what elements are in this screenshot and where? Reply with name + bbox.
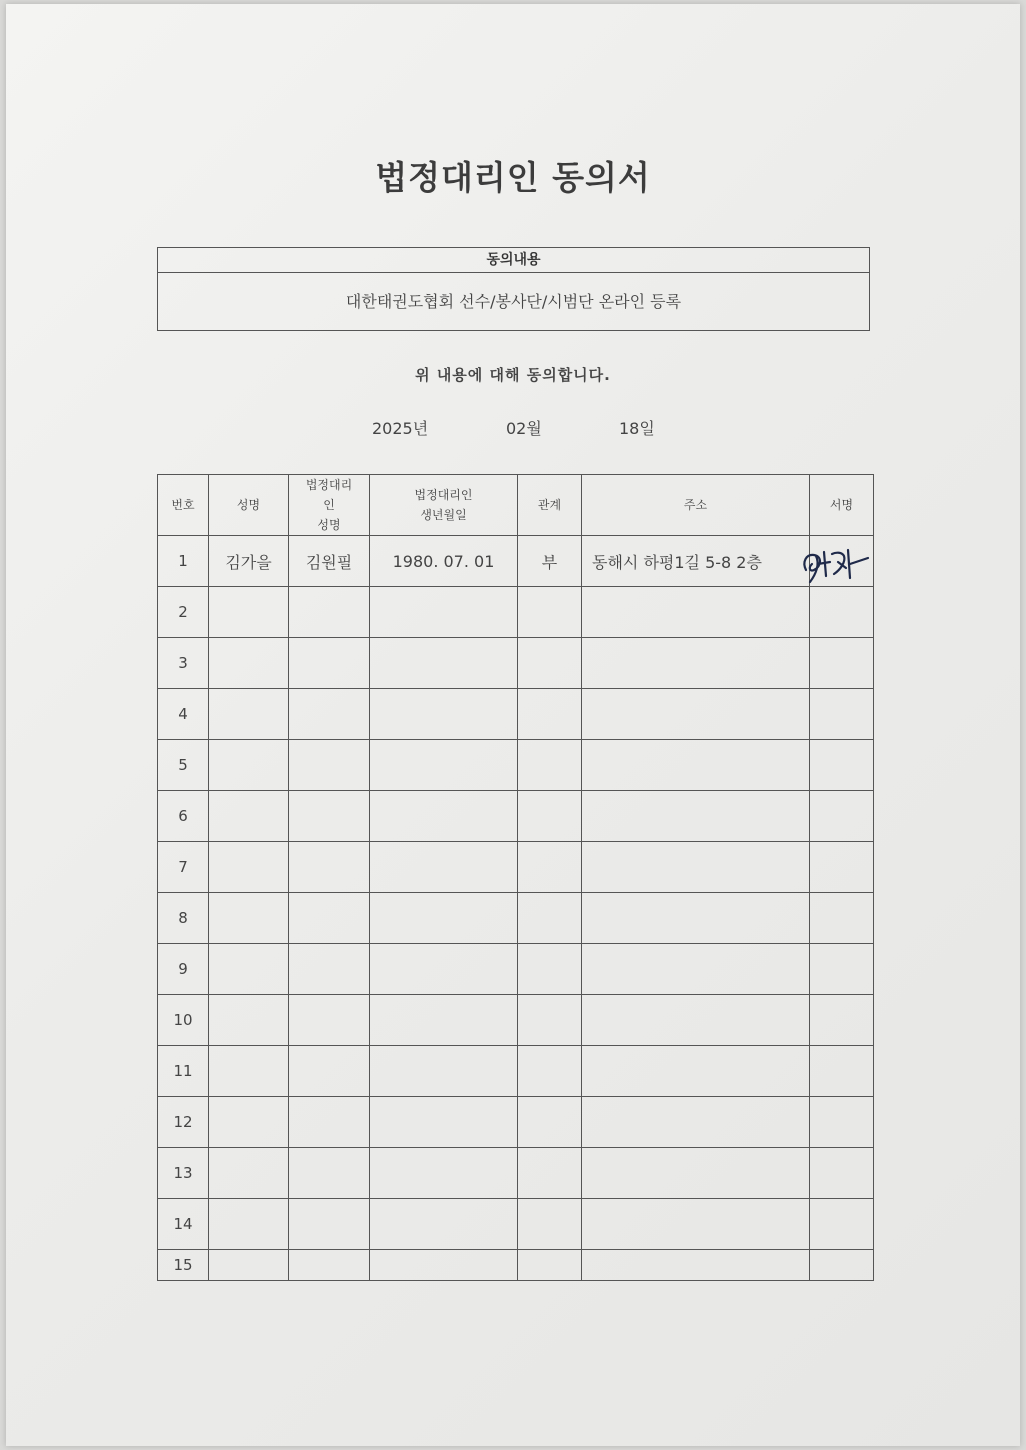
- table-row: [158, 944, 874, 995]
- row-signature: [810, 995, 874, 1046]
- header-guardian-name-line1: 법정대리: [305, 478, 353, 492]
- row-number: 10: [158, 995, 209, 1046]
- row-guardian-birth: [370, 995, 518, 1046]
- row-guardian-birth: [370, 1199, 518, 1250]
- row-relation: [518, 1199, 582, 1250]
- row-guardian-birth: [370, 944, 518, 995]
- header-guardian-name: [289, 475, 370, 536]
- row-number: 13: [158, 1148, 209, 1199]
- row-relation: [518, 995, 582, 1046]
- row-number: 3: [158, 638, 209, 689]
- header-guardian-birth-line2: 생년월일: [420, 508, 467, 522]
- row-address: [582, 587, 810, 638]
- row-relation: [518, 587, 582, 638]
- row-number: 7: [158, 842, 209, 893]
- row-number: 15: [158, 1250, 209, 1281]
- row-signature: [810, 1199, 874, 1250]
- row-address: [582, 638, 810, 689]
- row-guardian-name: [289, 587, 370, 638]
- table-row: [158, 1250, 874, 1281]
- row-name: [209, 995, 289, 1046]
- row-number: 4: [158, 689, 209, 740]
- row-guardian-birth: [370, 1148, 518, 1199]
- row-guardian-birth: [370, 893, 518, 944]
- table-row: [158, 638, 874, 689]
- table-row: [158, 536, 874, 587]
- header-guardian-name-line2: 인: [323, 498, 335, 512]
- row-signature: [810, 1046, 874, 1097]
- header-name: 성명: [209, 475, 289, 536]
- row-name: [209, 1046, 289, 1097]
- row-name: [209, 893, 289, 944]
- row-guardian-name: [289, 995, 370, 1046]
- row-name: [209, 1148, 289, 1199]
- row-signature: [810, 638, 874, 689]
- row-address: [582, 689, 810, 740]
- row-relation: [518, 689, 582, 740]
- row-number: 6: [158, 791, 209, 842]
- row-address: [582, 1199, 810, 1250]
- header-guardian-name-line3: 성명: [317, 518, 341, 532]
- row-signature: [810, 842, 874, 893]
- row-address: [582, 893, 810, 944]
- row-number: 2: [158, 587, 209, 638]
- row-number: 9: [158, 944, 209, 995]
- row-address: [582, 791, 810, 842]
- row-address: [582, 1250, 810, 1281]
- page-title: 법정대리인 동의서: [375, 158, 651, 197]
- row-name: [209, 1097, 289, 1148]
- row-relation: [518, 944, 582, 995]
- row-number: 1: [158, 536, 209, 587]
- header-guardian-birth: [370, 475, 518, 536]
- row-guardian-birth: [370, 740, 518, 791]
- header-number: 번호: [158, 475, 209, 536]
- row-relation: [518, 1148, 582, 1199]
- row-relation: [518, 842, 582, 893]
- table-row: [158, 791, 874, 842]
- consent-box: [157, 247, 870, 331]
- row-signature: [810, 1148, 874, 1199]
- row-signature: [810, 944, 874, 995]
- row-address: [582, 1097, 810, 1148]
- row-guardian-name: [289, 1097, 370, 1148]
- header-address: 주소: [582, 475, 810, 536]
- row-guardian-name: [289, 1199, 370, 1250]
- row-guardian-name: [289, 842, 370, 893]
- row-relation: 부: [518, 536, 582, 587]
- row-address: [582, 740, 810, 791]
- row-number: 14: [158, 1199, 209, 1250]
- row-signature: [810, 587, 874, 638]
- table-row: [158, 995, 874, 1046]
- row-signature: [810, 740, 874, 791]
- row-address: [582, 944, 810, 995]
- consent-text: 대한태권도협회 선수/봉사단/시범단 온라인 등록: [345, 292, 682, 311]
- row-relation: [518, 1250, 582, 1281]
- date-year: 2025년: [372, 419, 429, 438]
- row-number: 12: [158, 1097, 209, 1148]
- row-guardian-birth: [370, 1046, 518, 1097]
- row-number: 5: [158, 740, 209, 791]
- row-relation: [518, 638, 582, 689]
- row-name: [209, 842, 289, 893]
- row-signature: [810, 1097, 874, 1148]
- row-signature: [810, 791, 874, 842]
- row-address: [582, 842, 810, 893]
- row-signature: [810, 536, 874, 587]
- row-guardian-name: [289, 638, 370, 689]
- row-guardian-birth: [370, 842, 518, 893]
- row-signature: [810, 893, 874, 944]
- row-guardian-name: [289, 1148, 370, 1199]
- row-name: [209, 791, 289, 842]
- row-guardian-birth: 1980. 07. 01: [370, 536, 518, 587]
- guardian-roster-table: [157, 474, 874, 1281]
- row-name: [209, 587, 289, 638]
- row-relation: [518, 740, 582, 791]
- row-relation: [518, 1097, 582, 1148]
- table-header-row: [158, 475, 874, 536]
- table-row: [158, 1199, 874, 1250]
- row-guardian-birth: [370, 587, 518, 638]
- row-signature: [810, 689, 874, 740]
- row-guardian-name: [289, 1250, 370, 1281]
- row-name: 김가을: [209, 536, 289, 587]
- handwritten-signature-icon: [798, 540, 870, 586]
- row-guardian-birth: [370, 791, 518, 842]
- table-row: [158, 689, 874, 740]
- consent-heading: 동의내용: [158, 248, 869, 273]
- row-number: 8: [158, 893, 209, 944]
- row-guardian-birth: [370, 1250, 518, 1281]
- table-row: [158, 1097, 874, 1148]
- row-guardian-name: [289, 1046, 370, 1097]
- row-address: 동해시 하평1길 5-8 2층: [582, 536, 810, 587]
- row-name: [209, 689, 289, 740]
- row-guardian-birth: [370, 1097, 518, 1148]
- row-guardian-name: [289, 791, 370, 842]
- row-relation: [518, 1046, 582, 1097]
- table-row: [158, 893, 874, 944]
- row-guardian-name: [289, 689, 370, 740]
- row-guardian-name: [289, 893, 370, 944]
- row-guardian-birth: [370, 689, 518, 740]
- table-row: [158, 587, 874, 638]
- row-guardian-birth: [370, 638, 518, 689]
- row-name: [209, 740, 289, 791]
- agreement-statement: 위 내용에 대해 동의합니다.: [415, 366, 611, 384]
- date-month: 02월: [506, 419, 542, 438]
- row-address: [582, 995, 810, 1046]
- row-guardian-name: 김원필: [289, 536, 370, 587]
- row-name: [209, 1199, 289, 1250]
- row-guardian-name: [289, 944, 370, 995]
- table-row: [158, 1148, 874, 1199]
- header-guardian-birth-line1: 법정대리인: [414, 488, 473, 502]
- table-row: [158, 1046, 874, 1097]
- row-name: [209, 638, 289, 689]
- table-row: [158, 842, 874, 893]
- date-day: 18일: [619, 419, 655, 438]
- header-relation: 관계: [518, 475, 582, 536]
- row-guardian-name: [289, 740, 370, 791]
- row-address: [582, 1046, 810, 1097]
- table-row: [158, 740, 874, 791]
- row-name: [209, 1250, 289, 1281]
- row-number: 11: [158, 1046, 209, 1097]
- row-address: [582, 1148, 810, 1199]
- row-name: [209, 944, 289, 995]
- row-relation: [518, 791, 582, 842]
- header-signature: 서명: [810, 475, 874, 536]
- row-signature: [810, 1250, 874, 1281]
- row-relation: [518, 893, 582, 944]
